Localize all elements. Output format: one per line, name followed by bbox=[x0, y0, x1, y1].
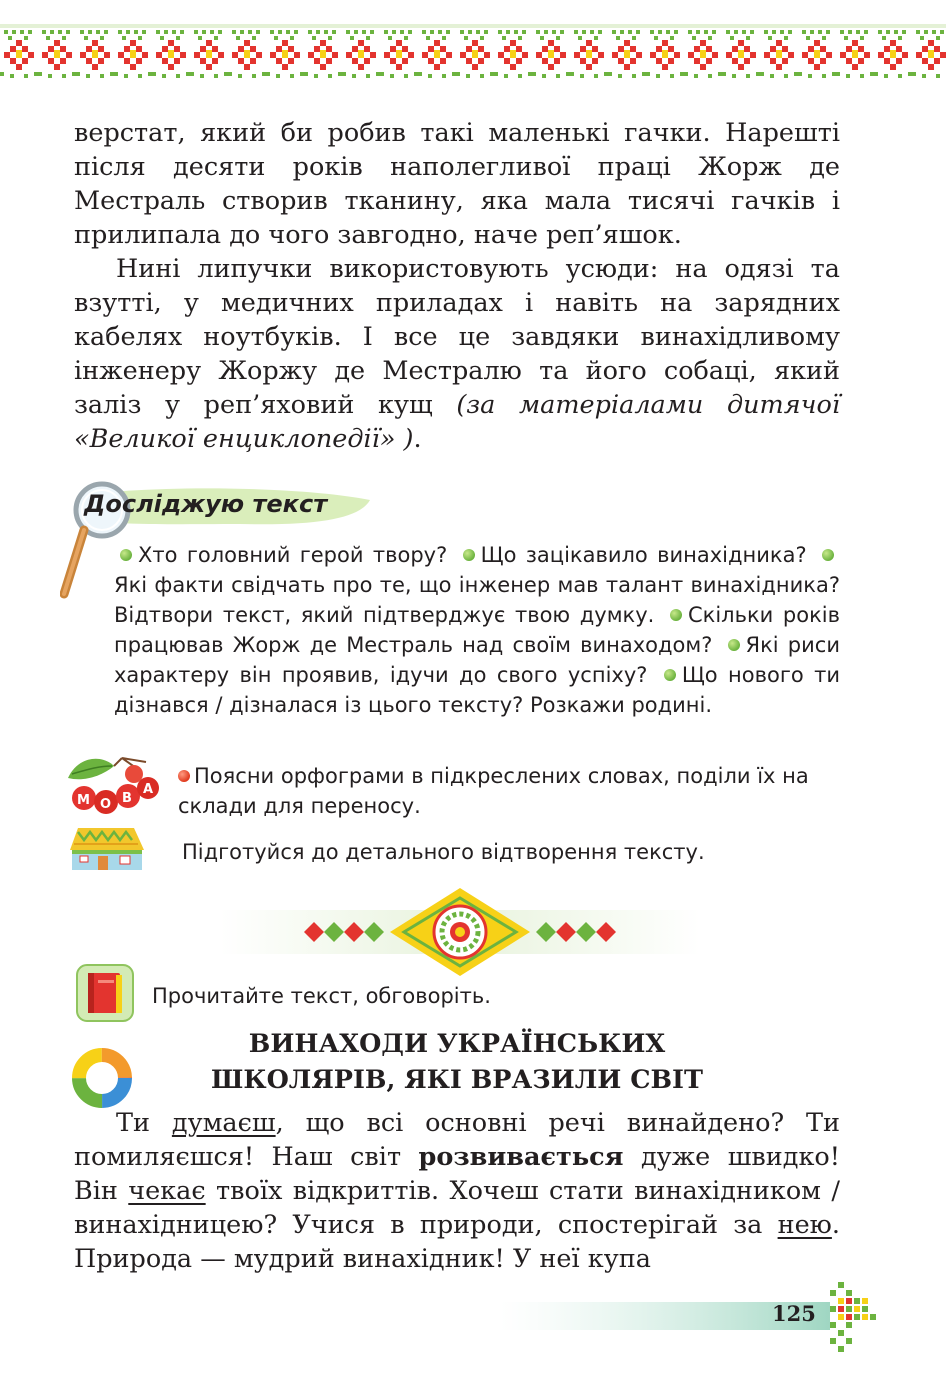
book-icon bbox=[76, 964, 134, 1022]
underlined-word-2: чекає bbox=[128, 1176, 206, 1206]
page-number: 125 bbox=[772, 1301, 816, 1326]
bullet-icon bbox=[120, 549, 132, 561]
svg-text:В: В bbox=[122, 791, 132, 806]
paragraph-2-end: . bbox=[413, 424, 422, 454]
prep-task: Підготуйся до детального відтворення тексту. bbox=[182, 840, 705, 864]
question-6: Що нового ти дізнався / дізналася із цього тексту? Розкажи родині. bbox=[114, 663, 840, 717]
p3-part-4: твоїх відкриттів. Хочеш стати винахідником / винахідницею? Учися в природи, спостерігай за bbox=[74, 1176, 840, 1240]
question-4: Скільки років працював Жорж де Местраль над своїм винаходом? bbox=[114, 603, 840, 657]
read-task: Прочитайте текст, обговоріть. bbox=[152, 984, 491, 1008]
mova-task-text: Поясни орфограми в підкреслених словах, поділи їх на склади для переносу. bbox=[178, 764, 809, 818]
heading-line-1: ВИНАХОДИ УКРАЇНСЬКИХ bbox=[248, 1029, 666, 1059]
bullet-icon bbox=[822, 549, 834, 561]
viburnum-mova-icon bbox=[62, 752, 168, 818]
underlined-word-1: думаєш bbox=[171, 1108, 276, 1138]
top-ornament-border bbox=[0, 22, 946, 84]
mova-task bbox=[178, 761, 840, 821]
story-paragraph-ending bbox=[74, 116, 840, 456]
underlined-word-3: нею bbox=[777, 1210, 832, 1240]
question-3: Які факти свідчать про те, що інженер мав талант винахідника? Відтвори текст, який підтверджує твою думку. bbox=[114, 573, 840, 627]
bullet-icon bbox=[670, 609, 682, 621]
paragraph-3 bbox=[74, 1106, 840, 1276]
house-icon bbox=[68, 826, 146, 872]
svg-text:А: А bbox=[143, 782, 154, 797]
bullet-red-icon bbox=[178, 770, 190, 782]
p3-part-1: Ти bbox=[116, 1108, 172, 1138]
question-2: Що зацікавило винахідника? bbox=[480, 543, 807, 567]
text-heading bbox=[74, 1026, 840, 1098]
research-questions bbox=[114, 540, 840, 720]
paragraph-2-text: Нині липучки використовують усюди: на одязі та взутті, у медичних приладах і навіть на зарядних кабелях ноутбуків. І все це завдяки винахідливому інженеру Жоржу де Местралю та його собаці, який заліз у реп’яховий кущ bbox=[74, 254, 840, 420]
source-citation: (за матеріалами дитячої «Великої енциклопедії» ) bbox=[74, 390, 840, 454]
divider-ornament bbox=[220, 880, 700, 988]
svg-text:М: М bbox=[77, 793, 90, 808]
p3-part-3: дуже швидко! Він bbox=[74, 1142, 841, 1206]
question-1: Хто головний герой твору? bbox=[138, 543, 448, 567]
section-title: Досліджую текст bbox=[84, 490, 328, 518]
color-ring-icon bbox=[70, 1046, 134, 1110]
bullet-icon bbox=[728, 639, 740, 651]
p3-part-2: , що всі основні речі винайдено? Ти помиляєшся! Наш світ bbox=[74, 1108, 840, 1172]
p3-part-5: . Природа — мудрий винахідник! У неї купа bbox=[74, 1210, 840, 1274]
heading-line-2: ШКОЛЯРІВ, ЯКІ ВРАЗИЛИ СВІТ bbox=[211, 1065, 703, 1095]
bullet-icon bbox=[463, 549, 475, 561]
paragraph-2 bbox=[74, 252, 840, 456]
question-5: Які риси характеру він проявив, ідучи до свого успіху? bbox=[114, 633, 840, 687]
bullet-icon bbox=[664, 669, 676, 681]
paragraph-1: верстат, який би робив такі маленькі гачки. Нарешті після десяти років наполегливої праці Жорж де Местраль створив тканину, яка мала тисячі гачків і прилипала до чого завгодно, наче реп’яшок. bbox=[74, 118, 840, 250]
footer-ornament bbox=[500, 1280, 946, 1380]
svg-text:О: О bbox=[100, 797, 112, 812]
bold-word: розвивається bbox=[418, 1142, 624, 1172]
